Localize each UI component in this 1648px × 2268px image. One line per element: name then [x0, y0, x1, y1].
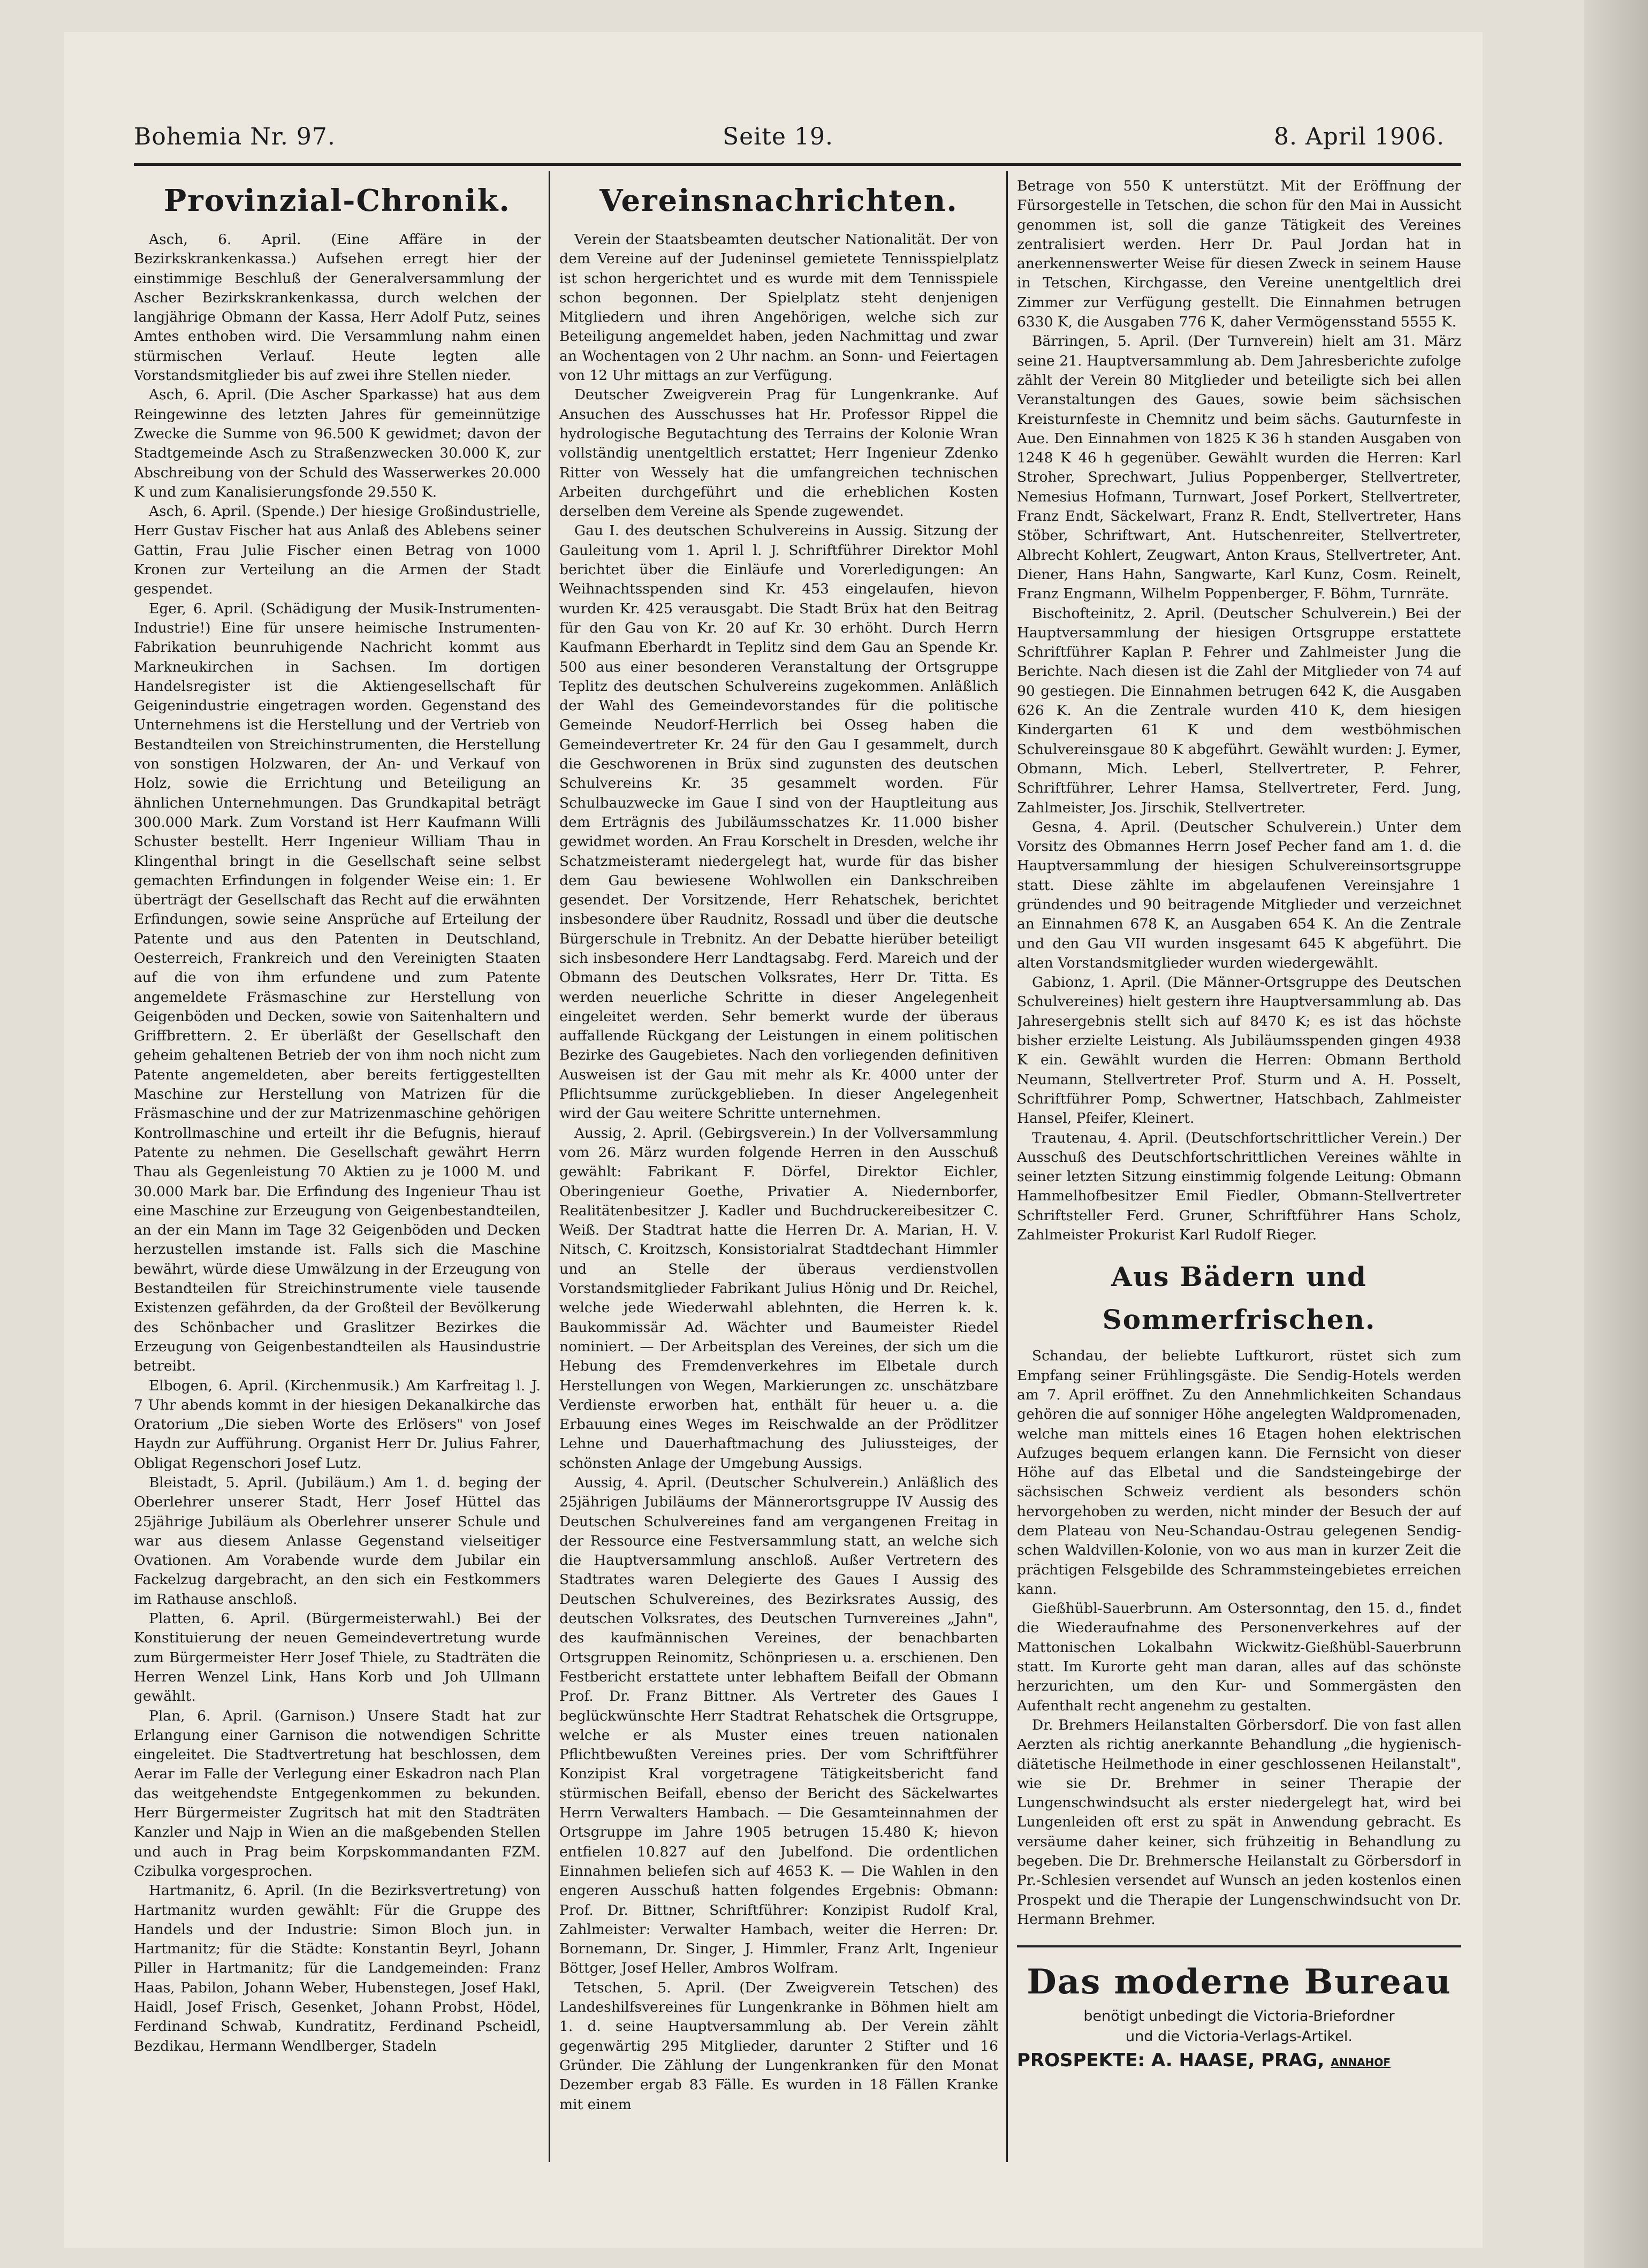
header-date: 8. April 1906.	[1274, 123, 1445, 150]
article: Dr. Brehmers Heilanstalten Görbersdorf. Die von fast allen Aerzten als richtig anerkannte Behandlung „die hygienisch-diätetische Heilmethode in einer geschlossenen Heilanstalt", wie sie Dr. Brehmer in seiner Therapie der Lungenschwindsucht als erster niedergelegt hat, wird bei Lungenleiden oft erst zu spät in Anwendung gebracht. Es versäume daher keiner, sich frühzeitig in Behandlung zu begeben. Die Dr. Brehmersche Heilanstalt zu Görbersdorf in Pr.-Schlesien versendet auf Wunsch an jeden kostenlos einen Prospekt und die Therapie der Lungenschwindsucht von Dr. Hermann Brehmer.	[1017, 1716, 1461, 1928]
section-title-provinzial: Provinzial-Chronik.	[164, 183, 511, 218]
article: Betrage von 550 K unterstützt. Mit der Eröffnung der Fürsorgestelle in Tetschen, die schon für den Mai in Aussicht genommen ist, soll die ganze Tätigkeit des Vereines zentralisiert werden. Herr Dr. Paul Jordan hat in anerkennenswerter Weise für diesen Zweck in seinem Hause in Tetschen, Kirchgasse, den Vereine unentgeltlich drei Zimmer zur Verfügung gestellt. Die Einnahmen betrugen 6330 K, die Ausgaben 776 K, daher Vermögensstand 5555 K.	[1017, 178, 1461, 331]
article: Plan, 6. April. (Garnison.) Unsere Stadt hat zur Erlangung einer Garnison die notwendigen Schritte eingeleitet. Die Stadtvertretung hat beschlossen, dem Aerar im Falle der Verlegung einer Eskadron nach Plan das weitgehendste Entgegenkommen zu bekunden. Herr Bürgermeister Zugritsch hat mit den Stadträten Kanzler und Najp in Wien an die maßgebenden Stellen und auch in Prag beim Korpskommandanten FZM. Czibulka vorgesprochen.	[134, 1707, 541, 1879]
advertisement	[1017, 1945, 1461, 2076]
article: Verein der Staatsbeamten deutscher Nationalität. Der von dem Vereine auf der Judeninsel gemietete Tennisspielplatz ist schon hergerichtet und es wurde mit dem Tennisspiele schon begonnen. Der Spielplatz steht denjenigen Mitgliedern und ihren Angehörigen, welche sich zur Beteiligung angemeldet haben, jeden Nachmittag und zwar an Wochentagen von 2 Uhr nachm. an Sonn- und Feiertagen von 12 Uhr mittags an zur Verfügung.	[559, 231, 998, 384]
article: Eger, 6. April. (Schädigung der Musik-Instrumenten-Industrie!) Eine für unsere heimische Instrumenten-Fabrikation beunruhigende Nachricht kommt aus Markneukirchen in Sachsen. Im dortigen Handelsregister ist die Aktiengesellschaft für Geigenindustrie eingetragen worden. Gegenstand des Unternehmens ist die Herstellung und der Vertrieb von Bestandteilen von Streichinstrumenten, die Herstellung von sonstigen Holzwaren, der An- und Verkauf von Holz, sowie die Errichtung und Beteiligung an ähnlichen Unternehmungen. Das Grundkapital beträgt 300.000 Mark. Zum Vorstand ist Herr Kaufmann Willi Schuster bestellt. Herr Ingenieur William Thau in Klingenthal bringt in die Gesellschaft seine selbst gemachten Erfindungen in folgender Weise ein: 1. Er überträgt der Gesellschaft das Recht auf die erwähnten Erfindungen, sowie seine Ansprüche auf Erteilung der Patente und aus den Patenten in Deutschland, Oesterreich, Frankreich und den Vereinigten Staaten auf die von ihm erfundene und zum Patente angemeldete Fräsmaschine zur Herstellung von Geigenböden und Decken, sowie von Saitenhaltern und Griffbrettern. 2. Er überläßt der Gesellschaft den geheim gehaltenen Betrieb der von ihm noch nicht zum Patente angemeldeten, aber bereits fertiggestellten Maschine zur Herstellung von Matrizen für die Fräsmaschine und der zur Matrizenmaschine gehörigen Kontrollmaschine und erteilt ihr die Befugnis, hierauf Patente zu nehmen. Die Gesellschaft gewährt Herrn Thau als Gegenleistung 70 Aktien zu je 1000 M. und 30.000 Mark bar. Die Erfindung des Ingenieur Thau ist eine Maschine zur Erzeugung von Geigenbestandteilen, an der ein Mann im Tage 32 Geigenböden und Decken herzustellen imstande ist. Falls sich die Maschine bewährt, würde diese Umwälzung in der Erzeugung von Bestandteilen für Streichinstrumente viele tausende Existenzen gefährden, da der Großteil der Bevölkerung des Schönbacher und Graslitzer Bezirkes die Erzeugung von Geigenbestandteilen als Hausindustrie betreibt.	[134, 600, 541, 1375]
article: Schandau, der beliebte Luftkurort, rüstet sich zum Empfang seiner Frühlingsgäste. Die Sendig-Hotels werden am 7. April eröffnet. Zu den Annehmlichkeiten Schandaus gehören die auf sonniger Höhe angelegten Waldpromenaden, welche man mittels eines 16 Etagen hohen elektrischen Aufzuges bequem erlangen kann. Die Fernsicht von dieser Höhe auf das Elbetal und die Sandsteingebirge der sächsischen Schweiz verdient als besonders schön hervorgehoben zu werden, nicht minder der Besuch der auf dem Plateau von Neu-Schandau-Ostrau gelegenen Sendig-schen Waldvillen-Kolonie, von wo aus man in kurzer Zeit die prächtigen Felsgebilde des Schrammsteingebietes erreichen kann.	[1017, 1348, 1461, 1597]
section-title-baeder: Aus Bädern und Sommerfrischen.	[1102, 1261, 1376, 1336]
article: Asch, 6. April. (Die Ascher Sparkasse) hat aus dem Reingewinne des letzten Jahres für gemeinnützige Zwecke die Summe von 96.500 K gewidmet; davon der Stadtgemeinde Asch zu Straßenzwecken 30.000 K, zur Abschreibung von der Schuld des Wasserwerkes 20.000 K und zum Kanalisierungsfonde 29.550 K.	[134, 386, 541, 500]
binding-edge	[1584, 0, 1648, 2268]
article: Hartmanitz, 6. April. (In die Bezirksvertretung) von Hartmanitz wurden gewählt: Für die Gruppe des Handels und der Industrie: Simon Bloch jun. in Hartmanitz; für die Städte: Konstantin Beyrl, Johann Piller in Hartmanitz; für die Landgemeinden: Franz Haas, Pabilon, Johann Weber, Hubenstegen, Josef Hakl, Haidl, Josef Frisch, Gesenket, Johann Probst, Hödel, Ferdinand Schwab, Kundratitz, Ferdinand Pscheidl, Bezdikau, Hermann Wendlberger, Stadeln	[134, 1882, 541, 2054]
article: Platten, 6. April. (Bürgermeisterwahl.) Bei der Konstituierung der neuen Gemeindevertretung wurde zum Bürgermeister Herr Josef Thiele, zu Stadträten die Herren Wenzel Link, Hans Korb und Joh Ullmann gewählt.	[134, 1610, 541, 1705]
article: Gabionz, 1. April. (Die Männer-Ortsgruppe des Deutschen Schulvereines) hielt gestern ihre Hauptversammlung ab. Das Jahresergebnis stellt sich auf 8470 K; es ist das höchste bisher erzielte Leistung. Als Jubiläumsspenden gingen 4938 K ein. Gewählt wurden die Herren: Obmann Berthold Neumann, Stellvertreter Prof. Sturm und A. H. Posselt, Schriftführer Pomp, Schwertner, Hatschbach, Zahlmeister Hansel, Pfeifer, Kleinert.	[1017, 974, 1461, 1127]
header-rule	[134, 163, 1461, 166]
header-page-number: Seite 19.	[723, 123, 833, 150]
section-title-vereinsnachrichten: Vereinsnachrichten.	[599, 183, 958, 218]
article: Gießhübl-Sauerbrunn. Am Ostersonntag, den 15. d., findet die Wiederaufnahme des Personenverkehres auf der Mattonischen Lokalbahn Wickwitz-Gießhübl-Sauerbrunn statt. Im Kurorte geht man daran, alles auf das schönste herzurichten, um den Kur- und Sommergästen den Aufenthalt recht angenehm zu gestalten.	[1017, 1600, 1461, 1714]
article: Aussig, 4. April. (Deutscher Schulverein.) Anläßlich des 25jährigen Jubiläums der Männerortsgruppe IV Aussig des Deutschen Schulvereines fand am vergangenen Freitag in der Ressource eine Festversammlung statt, an welche sich die Hauptversammlung anschloß. Außer Vertretern des Stadtrates waren Delegierte des Gaues I Aussig des Deutschen Schulvereines, des Bezirksrates Aussig, des deutschen Volksrates, des Deutschen Turnvereines „Jahn", des kaufmännischen Vereines, der benachbarten Ortsgruppen Reinomitz, Schönpriesen u. a. erschienen. Den Festbericht erstattete unter lebhaftem Beifall der Obmann Prof. Dr. Franz Bittner. Als Vertreter des Gaues I beglückwünschte Herr Stadtrat Rehatschek die Ortsgruppe, welche er als Muster eines treuen nationalen Pflichtbewußten Vereines pries. Der vom Schriftführer Konzipist Kral vorgetragene Tätigkeitsbericht fand stürmischen Beifall, ebenso der Bericht des Säckelwartes Herrn Verwalters Hambach. — Die Gesamteinnahmen der Ortsgruppe im Jahre 1905 betrugen 15.480 K; hievon entfielen 10.827 auf den Jubelfond. Die ordentlichen Einnahmen beliefen sich auf 4653 K. — Die Wahlen in den engeren Ausschuß hatten folgendes Ergebnis: Obmann: Prof. Dr. Bittner, Schriftführer: Konzipist Rudolf Kral, Zahlmeister: Verwalter Hambach, weiter die Herren: Dr. Bornemann, Dr. Singer, J. Himmler, Franz Arlt, Ingenieur Böttger, Josef Heller, Ambros Wolfram.	[559, 1474, 998, 1977]
article: Tetschen, 5. April. (Der Zweigverein Tetschen) des Landeshilfsvereines für Lungenkranke in Böhmen hielt am 1. d. seine Hauptversammlung ab. Der Verein zählt gegenwärtig 295 Mitglieder, darunter 2 Stifter und 16 Gründer. Die Zählung der Lungenkranken für den Monat Dezember ergab 83 Fälle. Es wurden in 18 Fällen Kranke mit einem	[559, 1979, 998, 2113]
column-3	[1017, 177, 1461, 2162]
ad-footer-small: ANNAHOF	[1331, 2056, 1391, 2069]
column-1	[134, 177, 541, 2162]
article: Gesna, 4. April. (Deutscher Schulverein.) Unter dem Vorsitz des Obmannes Herrn Josef Pecher fand am 1. d. die Hauptversammlung der hiesigen Schulvereinsortsgruppe statt. Diese zählte im abgelaufenen Vereinsjahre 1 gründendes und 90 beitragende Mitglieder und verzeichnet an Einnahmen 678 K, an Ausgaben 654 K. An die Zentrale und den Gau VII wurden insgesamt 645 K abgeführt. Die alten Vorstandsmitglieder wurden wiedergewählt.	[1017, 818, 1461, 971]
article: Deutscher Zweigverein Prag für Lungenkranke. Auf Ansuchen des Ausschusses hat Hr. Professor Rippel die hydrologische Begutachtung des Terrains der Kolonie Wran vollständig unentgeltlich erstattet; Herr Ingenieur Zdenko Ritter von Wessely hat die umfangreichen technischen Arbeiten durchgeführt und die erheblichen Kosten derselben dem Vereine als Spende zugewendet.	[559, 386, 998, 520]
article: Bärringen, 5. April. (Der Turnverein) hielt am 31. März seine 21. Hauptversammlung ab. Dem Jahresberichte zufolge zählt der Verein 80 Mitglieder und beteiligte sich bei allen Veranstaltungen des Gaues, sowie beim sächsischen Kreisturnfeste in Chemnitz und beim sächs. Gauturnfeste in Aue. Den Einnahmen von 1825 K 36 h standen Ausgaben von 1248 K 46 h gegenüber. Gewählt wurden die Herren: Karl Stroher, Sprechwart, Julius Poppenberger, Stellvertreter, Nemesius Hofmann, Turnwart, Josef Porkert, Stellvertreter, Franz Endt, Säckelwart, Franz R. Endt, Stellvertreter, Hans Stöber, Schriftwart, Ant. Hutschenreiter, Stellvertreter, Albrecht Kohlert, Zeugwart, Anton Kraus, Stellvertreter, Ant. Diener, Hans Hahn, Sangwarte, Karl Kunz, Cosm. Reinelt, Franz Engmann, Wilhelm Poppenberger, F. Böhm, Turnräte.	[1017, 333, 1461, 603]
article: Elbogen, 6. April. (Kirchenmusik.) Am Karfreitag l. J. 7 Uhr abends kommt in der hiesigen Dekanalkirche das Oratorium „Die sieben Worte des Erlösers" von Josef Haydn zur Aufführung. Organist Herr Dr. Julius Fahrer, Obligat Regenschori Josef Lutz.	[134, 1377, 541, 1472]
ad-footer	[1017, 2047, 1461, 2076]
article: Bleistadt, 5. April. (Jubiläum.) Am 1. d. beging der Oberlehrer unserer Stadt, Herr Josef Hüttel das 25jährige Jubiläum als Oberlehrer unserer Schule und war aus diesem Anlasse Gegenstand vielseitiger Ovationen. Am Vorabende wurde dem Jubilar ein Fackelzug dargebracht, an den sich ein Festkommers im Rathause anschloß.	[134, 1474, 541, 1608]
ad-line-1: benötigt unbedingt die Victoria-Briefordner	[1083, 2008, 1395, 2025]
column-rule-2	[1006, 171, 1008, 2162]
ad-footer-text: PROSPEKTE: A. HAASE, PRAG,	[1017, 2050, 1325, 2072]
header-issue: Bohemia Nr. 97.	[134, 123, 336, 150]
article: Bischofteinitz, 2. April. (Deutscher Schulverein.) Bei der Hauptversammlung der hiesigen Ortsgruppe erstattete Schriftführer Kaplan P. Fehrer und Zahlmeister Jung die Berichte. Nach diesen ist die Zahl der Mitglieder von 74 auf 90 gestiegen. Die Einnahmen betrugen 642 K, die Ausgaben 626 K. An die Zentrale wurden 410 K, dem hiesigen Kindergarten 61 K und dem westböhmischen Schulvereinsgaue 80 K abgeführt. Gewählt wurden: J. Eymer, Obmann, Mich. Leberl, Stellvertreter, P. Fehrer, Schriftführer, Lehrer Hamsa, Stellvertreter, Ferd. Jung, Zahlmeister, Jos. Jirschik, Stellvertreter.	[1017, 605, 1461, 816]
article: Gau I. des deutschen Schulvereins in Aussig. Sitzung der Gauleitung vom 1. April l. J. Schriftführer Direktor Mohl berichtet über die Einläufe und Vorerledigungen: An Weihnachtsspenden sind Kr. 453 eingelaufen, hievon wurden Kr. 425 verausgabt. Die Stadt Brüx hat den Beitrag für den Gau von Kr. 20 auf Kr. 30 erhöht. Durch Herrn Kaufmann Eberhardt in Teplitz sind dem Gau an Spende Kr. 500 aus einer besonderen Veranstaltung der Ortsgruppe Teplitz des deutschen Schulvereins zugekommen. Anläßlich der Wahl des Gemeindevorstandes für die politische Gemeinde Neudorf-Herrlich bei Osseg haben die Gemeindevertreter Kr. 24 für den Gau I gesammelt, durch die Geschworenen in Brüx sind zugunsten des deutschen Schulvereins Kr. 35 gesammelt worden. Für Schulbauzwecke im Gaue I sind von der Hauptleitung aus dem Erträgnis des Jubiläumsschatzes Kr. 11.000 bisher gewidmet worden. An Frau Korschelt in Dresden, welche ihr Schatzmeisteramt niedergelegt hat, wurde für das bisher dem Gau bewiesene Wohlwollen ein Dankschreiben gesendet. Der Vorsitzende, Herr Rehatschek, berichtet insbesondere über Raudnitz, Rossadl und über die deutsche Bürgerschule in Trebnitz. An der Debatte hierüber beteiligt sich insbesondere Herr Landtagsabg. Ferd. Mareich und der Obmann des Deutschen Volksrates, Herr Dr. Titta. Es werden neuerliche Schritte in dieser Angelegenheit eingeleitet werden. Sehr bemerkt wurde der überaus auffallende Rückgang der Leistungen in einem politischen Bezirke des Gaugebietes. Nach den vorliegenden definitiven Ausweisen ist der Gau mit mehr als Kr. 4000 unter der Pflichtsumme zurückgeblieben. In dieser Angelegenheit wird der Gau weitere Schritte unternehmen.	[559, 522, 998, 1122]
page-header	[134, 123, 1461, 166]
column-rule-1	[549, 171, 550, 2162]
article: Asch, 6. April. (Eine Affäre in der Bezirkskrankenkassa.) Aufsehen erregt hier der einstimmige Beschluß der Generalversammlung der Ascher Bezirkskrankenkassa, durch welchen der langjährige Obmann der Kassa, Herr Adolf Putz, seines Amtes enthoben wird. Die Versammlung nahm einen stürmischen Verlauf. Heute legten alle Vorstandsmitglieder bis auf zwei ihre Stellen nieder.	[134, 231, 541, 384]
column-2	[559, 177, 998, 2162]
ad-line-2: und die Victoria-Verlags-Artikel.	[1126, 2028, 1353, 2045]
article: Trautenau, 4. April. (Deutschfortschrittlicher Verein.) Der Ausschuß des Deutschfortschrittlichen Vereines wählte in seiner letzten Sitzung einstimmig folgende Leitung: Obmann Hammelhofbesitzer Emil Fiedler, Obmann-Stellvertreter Schriftsteller Ferd. Gruner, Schriftführer Hans Scholz, Zahlmeister Prokurist Karl Rudolf Rieger.	[1017, 1129, 1461, 1244]
article: Asch, 6. April. (Spende.) Der hiesige Großindustrielle, Herr Gustav Fischer hat aus Anlaß des Ablebens seiner Gattin, Frau Julie Fischer einen Betrag von 1000 Kronen zur Verteilung an die Armen der Stadt gespendet.	[134, 503, 541, 598]
article: Aussig, 2. April. (Gebirgsverein.) In der Vollversammlung vom 26. März wurden folgende Herren in den Ausschuß gewählt: Fabrikant F. Dörfel, Direktor Eichler, Oberingenieur Goethe, Privatier A. Niedernborfer, Realitätenbesitzer J. Kadler und Buchdruckereibesitzer C. Weiß. Der Stadtrat hatte die Herren Dr. A. Marian, H. V. Nitsch, C. Kroitzsch, Konsistorialrat Stadtdechant Himmler und an Stelle der überaus verdienstvollen Vorstandsmitglieder Fabrikant Julius Hönig und Dr. Reichel, welche jede Wiederwahl ablehnten, die Herren k. k. Baukommissär Ad. Wächter und Baumeister Riedel nominiert. — Der Arbeitsplan des Vereines, der sich um die Hebung des Fremdenverkehres im Elbetale durch Herstellungen von Wegen, Markierungen zc. unschätzbare Verdienste erworben hat, enthält für heuer u. a. die Erbauung eines Weges im Reischwalde an der Prödlitzer Lehne und Dauerhaftmachung des Juliussteiges, der schönsten Anlage der Umgebung Aussigs.	[559, 1124, 998, 1472]
ad-title: Das moderne Bureau	[1027, 1962, 1452, 2003]
